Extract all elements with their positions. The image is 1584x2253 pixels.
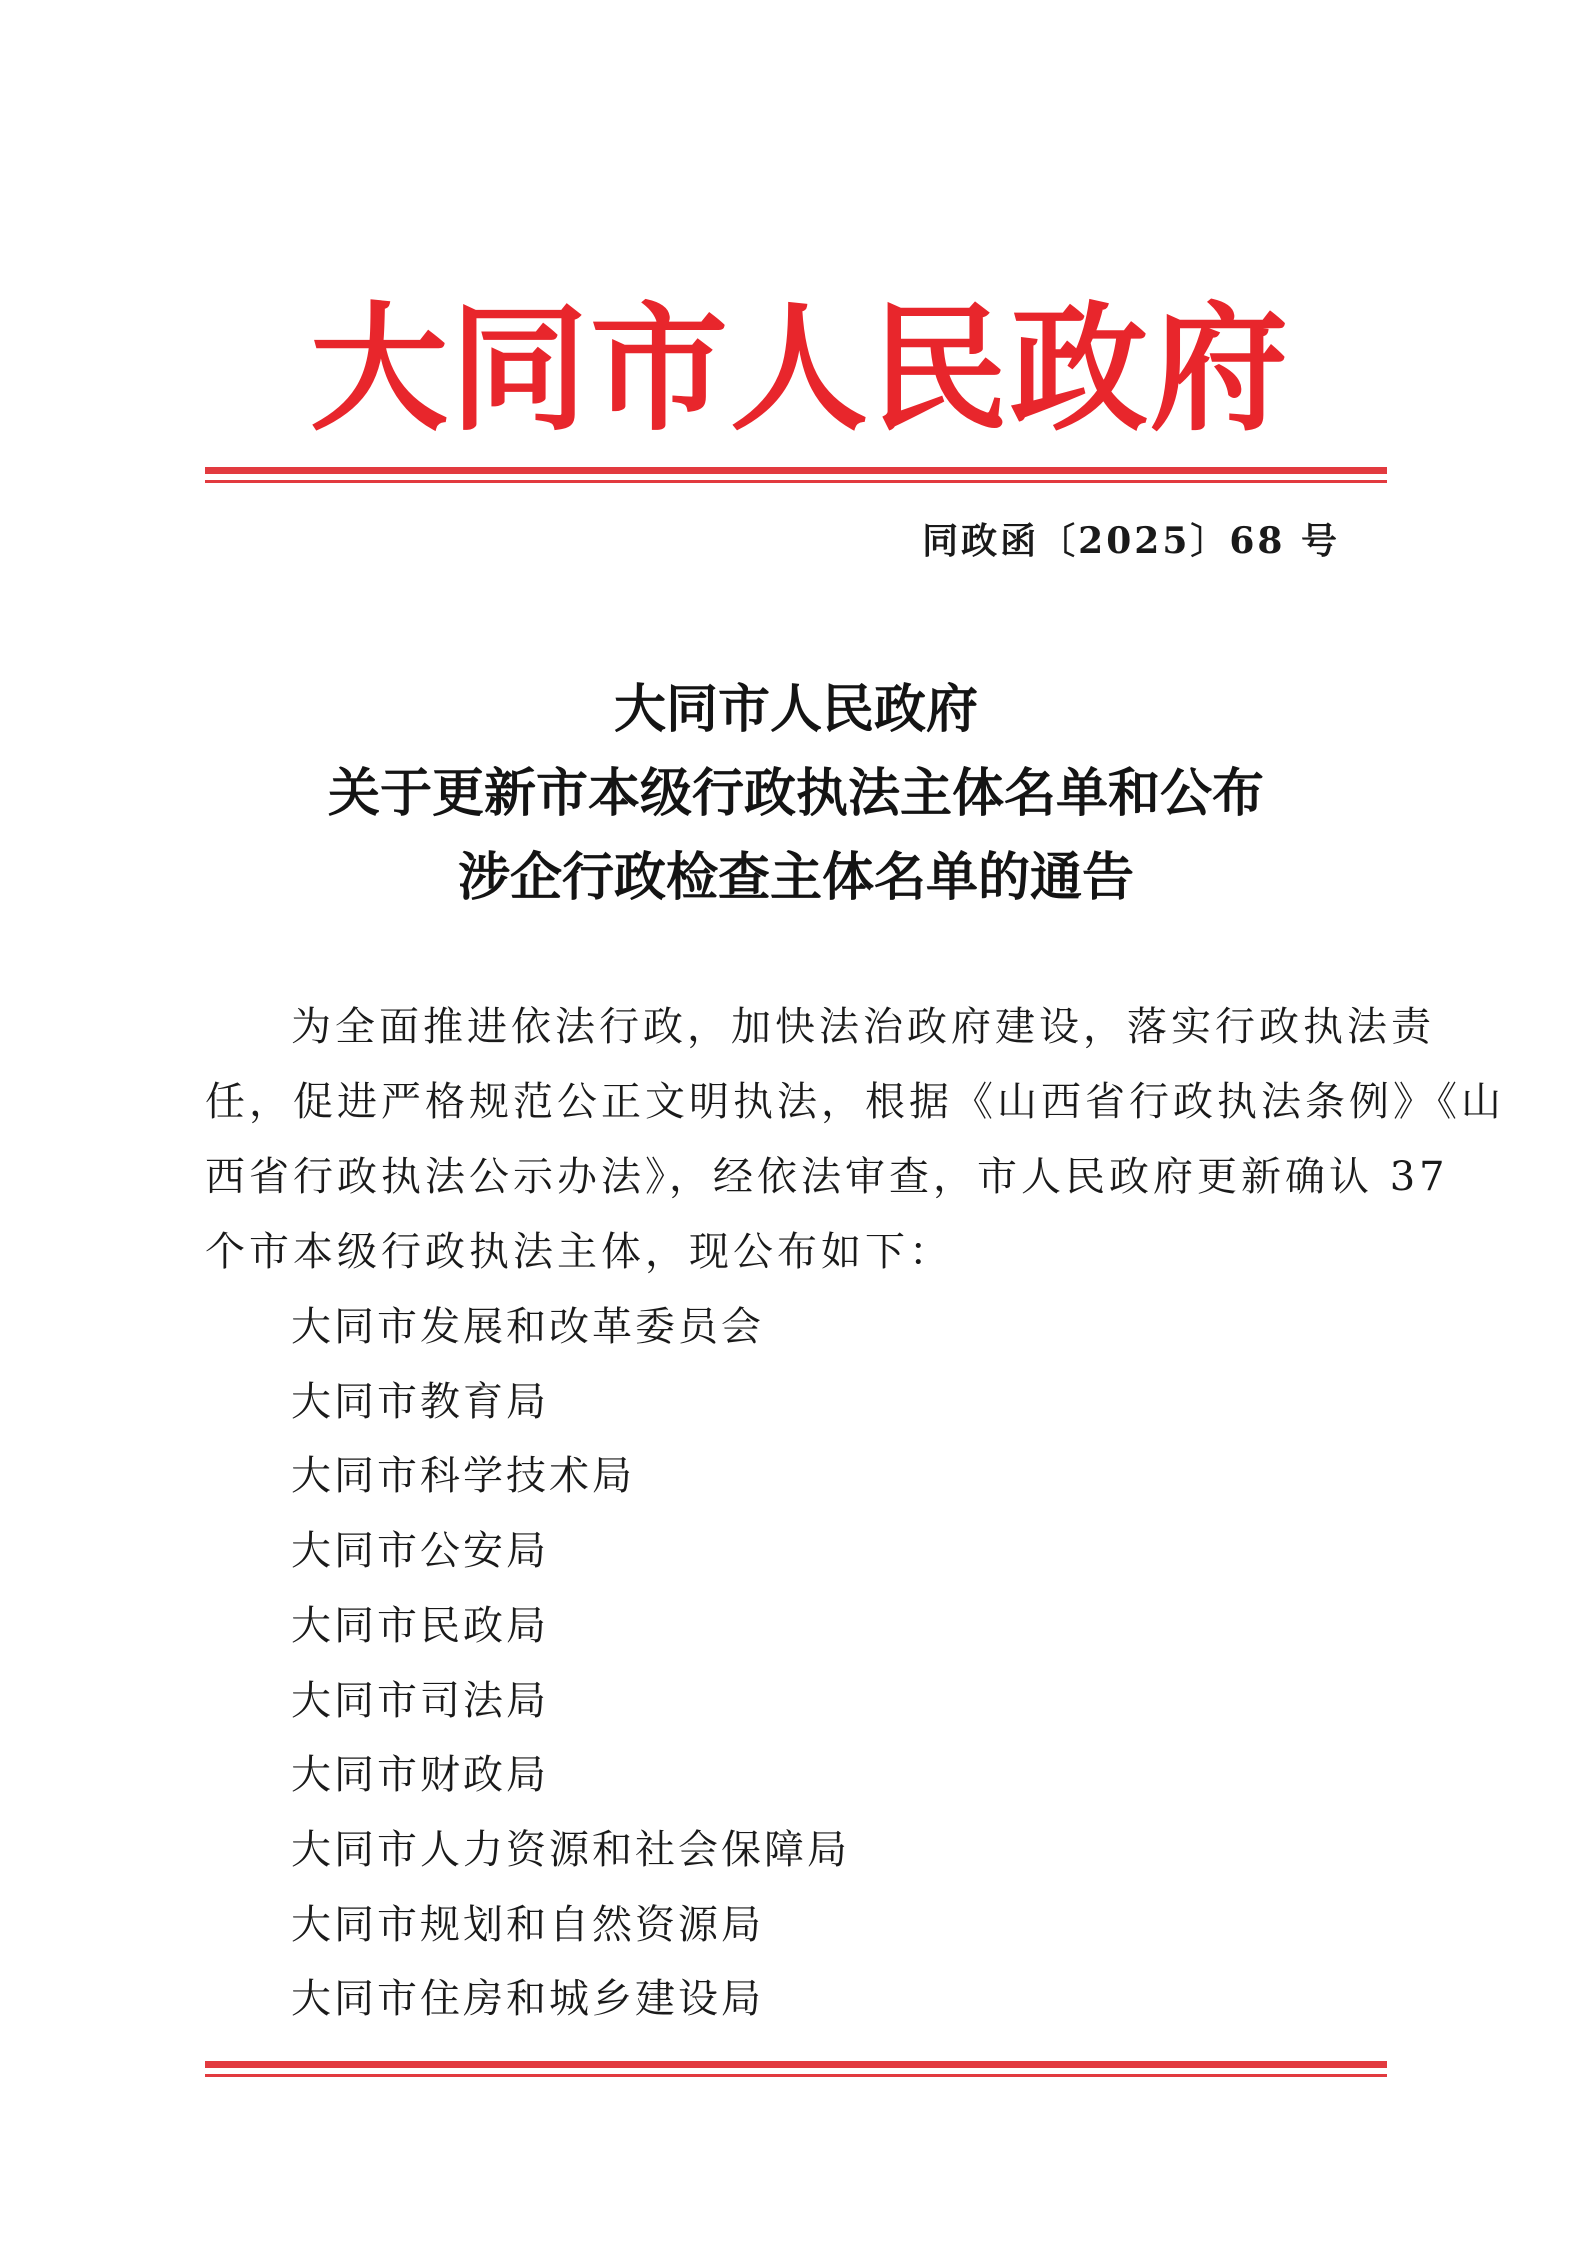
list-item: 大同市民政局 — [291, 1602, 549, 1649]
body-line: 个市本级行政执法主体，现公布如下： — [205, 1229, 953, 1275]
list-item: 大同市发展和改革委员会 — [291, 1304, 764, 1350]
title-line: 涉企行政检查主体名单的通告 — [457, 847, 1134, 908]
list-item: 大同市司法局 — [291, 1677, 549, 1724]
letterhead-title: 大同市人民政府 — [310, 289, 1291, 450]
body-line: 西省行政执法公示办法》，经依法审查，市人民政府更新确认 37 — [205, 1154, 1449, 1200]
list-item: 大同市科学技术局 — [291, 1453, 635, 1500]
list-item: 大同市规划和自然资源局 — [291, 1901, 764, 1948]
document-title — [205, 668, 1387, 920]
footer-rule-thin — [205, 2074, 1387, 2077]
list-item: 大同市住房和城乡建设局 — [291, 1976, 764, 2023]
list-item: 大同市教育局 — [291, 1378, 549, 1425]
list-item: 大同市财政局 — [291, 1752, 549, 1799]
list-item: 大同市人力资源和社会保障局 — [291, 1826, 850, 1873]
document-number: 同政函〔2025〕68 号 — [922, 520, 1340, 562]
entity-list — [291, 1290, 1291, 2037]
title-line: 大同市人民政府 — [613, 679, 978, 740]
title-line: 关于更新市本级行政执法主体名单和公布 — [327, 763, 1264, 824]
footer-rule-thick — [205, 2061, 1387, 2068]
body-paragraph — [205, 990, 1505, 1290]
list-item: 大同市公安局 — [291, 1528, 549, 1575]
header-rule-thick — [205, 467, 1387, 474]
body-line: 为全面推进依法行政，加快法治政府建设，落实行政执法责 — [291, 1004, 1435, 1050]
body-line: 任，促进严格规范公正文明执法，根据《山西省行政执法条例》《山 — [205, 1079, 1505, 1125]
header-rule-thin — [205, 480, 1387, 483]
